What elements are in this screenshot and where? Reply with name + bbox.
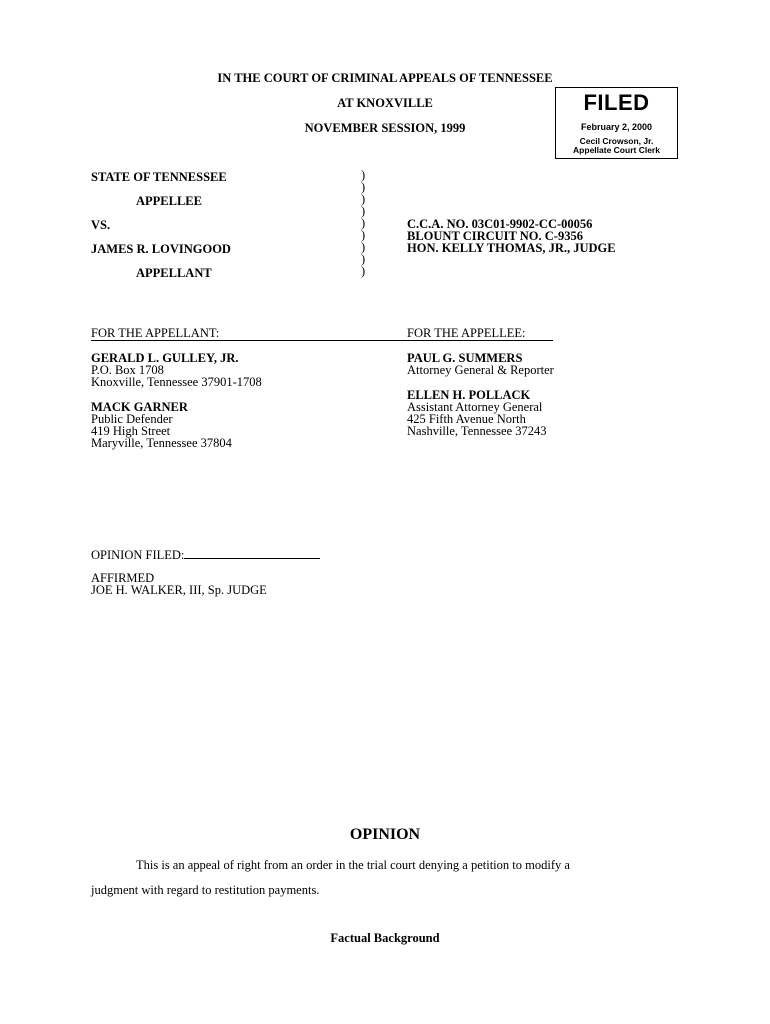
counsel-line: P.O. Box 1708 — [91, 363, 164, 377]
filed-title: FILED — [583, 90, 650, 115]
versus: VS. — [91, 218, 111, 232]
caption-divider — [361, 169, 365, 277]
counsel-name: GERALD L. GULLEY, JR. — [91, 351, 239, 365]
appellee-heading-text: FOR THE APPELLEE: — [407, 326, 526, 340]
appellee-counsel-1 — [407, 352, 554, 376]
court-location: AT KNOXVILLE — [337, 96, 433, 110]
paren: ) — [361, 240, 366, 254]
appellant-heading — [91, 326, 407, 341]
filed-stamp — [555, 87, 678, 159]
party-defendant-role: APPELLANT — [136, 266, 212, 280]
filed-date: February 2, 2000 — [580, 122, 653, 132]
appellant-counsel-1 — [91, 352, 262, 388]
paren: ) — [361, 252, 366, 266]
disposition-block — [91, 572, 267, 596]
filed-clerk — [556, 137, 677, 155]
counsel-name: PAUL G. SUMMERS — [407, 351, 523, 365]
appellee-counsel-2 — [407, 389, 547, 437]
clerk-name: Cecil Crowson, Jr. — [579, 136, 654, 146]
case-number: C.C.A. NO. 03C01-9902-CC-00056 — [407, 217, 593, 231]
appellee-heading — [407, 326, 553, 341]
party-state-role: APPELLEE — [136, 194, 202, 208]
disposition-result: AFFIRMED — [91, 571, 155, 585]
opinion-filed — [91, 547, 320, 563]
opinion-paragraph-line-2: judgment with regard to restitution payments. — [91, 883, 320, 897]
paren: ) — [361, 228, 366, 242]
paren: ) — [361, 180, 366, 194]
party-defendant: JAMES R. LOVINGOOD — [91, 242, 231, 256]
counsel-line: Nashville, Tennessee 37243 — [407, 424, 547, 438]
counsel-line: Maryville, Tennessee 37804 — [91, 436, 232, 450]
opinion-title: OPINION — [349, 826, 421, 843]
trial-judge: HON. KELLY THOMAS, JR., JUDGE — [407, 241, 616, 255]
paren: ) — [361, 192, 366, 206]
counsel-line: Attorney General & Reporter — [407, 363, 554, 377]
counsel-line: 419 High Street — [91, 424, 171, 438]
opinion-filed-blank — [184, 547, 320, 559]
opinion-filed-label: OPINION FILED: — [91, 548, 185, 562]
paren: ) — [361, 168, 366, 182]
paren: ) — [361, 204, 366, 218]
appellant-counsel-2 — [91, 401, 232, 449]
counsel-name: ELLEN H. POLLACK — [407, 388, 531, 402]
counsel-name: MACK GARNER — [91, 400, 188, 414]
counsel-line: Knoxville, Tennessee 37901-1708 — [91, 375, 262, 389]
appellant-heading-text: FOR THE APPELLANT: — [91, 326, 220, 340]
section-heading: Factual Background — [330, 931, 440, 945]
court-heading: IN THE COURT OF CRIMINAL APPEALS OF TENNESSEE — [217, 71, 553, 85]
paren: ) — [361, 264, 366, 278]
clerk-title: Appellate Court Clerk — [573, 145, 660, 155]
counsel-line: Assistant Attorney General — [407, 400, 543, 414]
counsel-line: Public Defender — [91, 412, 173, 426]
case-info — [407, 218, 616, 254]
opinion-author: JOE H. WALKER, III, Sp. JUDGE — [91, 583, 267, 597]
party-state: STATE OF TENNESSEE — [91, 170, 227, 184]
circuit-number: BLOUNT CIRCUIT NO. C-9356 — [407, 229, 583, 243]
opinion-paragraph-line-1: This is an appeal of right from an order in the trial court denying a petition to modify a — [136, 858, 570, 872]
counsel-line: 425 Fifth Avenue North — [407, 412, 526, 426]
court-session: NOVEMBER SESSION, 1999 — [304, 121, 466, 135]
paren: ) — [361, 216, 366, 230]
